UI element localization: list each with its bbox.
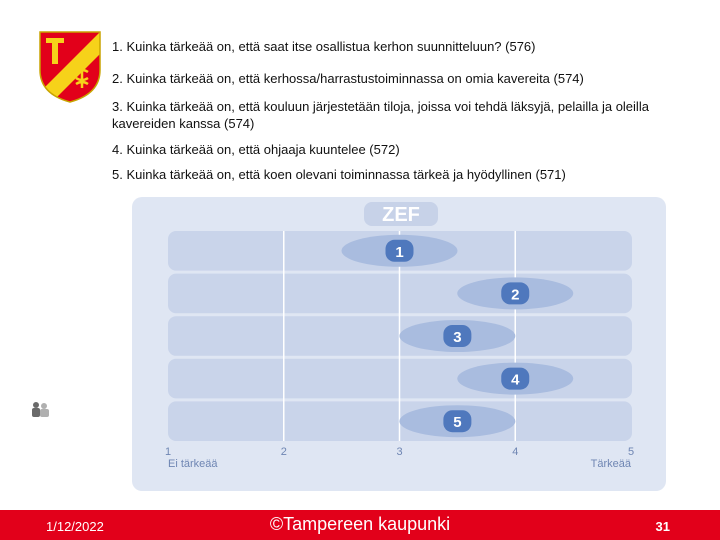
- page-number: 31: [655, 519, 670, 534]
- question-5: 5. Kuinka tärkeää on, että koen olevani toiminnassa tärkeä ja hyödyllinen (571): [112, 167, 566, 182]
- point-label: 4: [511, 371, 520, 389]
- point-label: 5: [453, 414, 462, 432]
- x-tick-label: 2: [280, 446, 287, 458]
- question-4: 4. Kuinka tärkeää on, että ohjaaja kuuntelee (572): [112, 142, 400, 157]
- question-3: 3. Kuinka tärkeää on, että kouluun järjestetään tiloja, joissa voi tehdä läksyjä, pelailla ja oleilla kavereiden kanssa (574): [112, 99, 649, 131]
- x-tick-label: 3: [396, 446, 403, 458]
- x-min-label: Ei tärkeää: [168, 458, 218, 470]
- x-tick-label: 1: [164, 446, 172, 458]
- footer-brand: ©Tampereen kaupunki: [269, 514, 451, 534]
- chart-svg: [132, 197, 666, 491]
- people-icon: [30, 400, 52, 418]
- zef-chart: [132, 197, 666, 491]
- question-1: 1. Kuinka tärkeää on, että saat itse osallistua kerhon suunnitteluun? (576): [112, 39, 536, 54]
- x-tick-label: 5: [627, 446, 635, 458]
- point-label: 3: [453, 329, 462, 346]
- point-label: 2: [511, 286, 520, 304]
- x-tick-label: 4: [512, 446, 519, 458]
- question-2: 2. Kuinka tärkeää on, että kerhossa/harrastustoiminnassa on omia kavereita (574): [112, 71, 584, 86]
- footer-bar: [0, 510, 720, 540]
- point-label: 1: [395, 243, 404, 261]
- tampere-crest-icon: [38, 30, 102, 104]
- zef-logo: [364, 202, 438, 226]
- x-max-label: Tärkeää: [590, 458, 631, 470]
- footer-date: 1/12/2022: [46, 519, 104, 534]
- zef-logo-text: ZEF: [382, 204, 420, 226]
